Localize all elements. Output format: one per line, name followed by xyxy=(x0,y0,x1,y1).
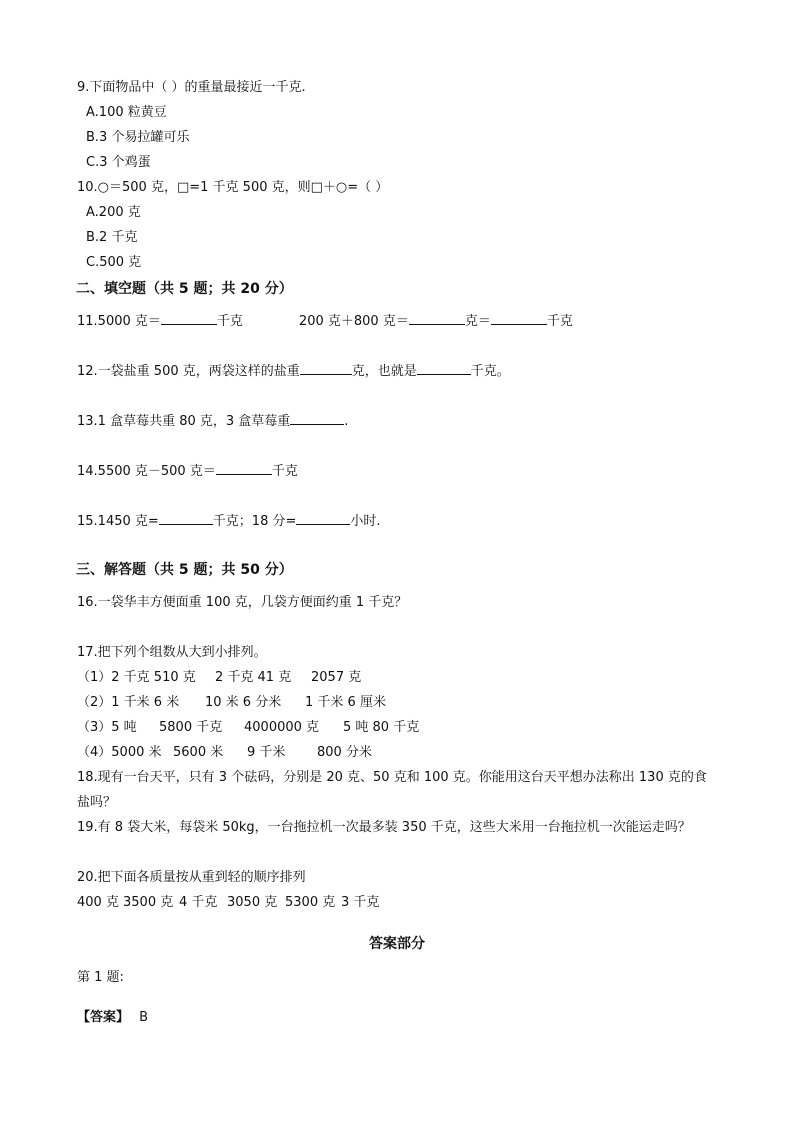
q20-item-1: 400 克 xyxy=(77,895,119,910)
q17-row-2 xyxy=(77,694,386,712)
q17-r2-c3: 1 千米 6 厘米 xyxy=(305,695,386,710)
q13-blank xyxy=(290,412,344,425)
q16: 16.一袋华丰方便面重 100 克，几袋方便面约重 1 千克？ xyxy=(77,595,408,610)
q15-part-c: 小时. xyxy=(350,514,381,529)
q12-part-c: 千克。 xyxy=(470,364,510,379)
q10-option-a: A.200 克 xyxy=(86,205,141,220)
q11-part-a-unit: 千克 xyxy=(216,314,243,329)
section2-title: 二、填空题（共 5 题；共 20 分） xyxy=(76,281,293,297)
q12-part-b: 克，也就是 xyxy=(351,364,417,379)
q20-item-3: 4 千克 xyxy=(179,895,218,910)
q12-blank-2 xyxy=(417,362,471,375)
q9-option-c: C.3 个鸡蛋 xyxy=(86,155,151,170)
q15-blank-1 xyxy=(159,512,213,525)
q14 xyxy=(77,462,298,481)
q15 xyxy=(77,512,381,531)
q13 xyxy=(77,412,348,431)
q17-r2-c1: （2）1 千米 6 米 xyxy=(77,695,180,710)
q11 xyxy=(77,312,573,331)
q13-part-b: . xyxy=(344,414,349,429)
q11-part-b: 200 克＋800 克＝ xyxy=(298,314,409,329)
q11-part-b-unit: 千克 xyxy=(546,314,573,329)
q11-blank-3 xyxy=(491,312,547,325)
q17-r4-c1: （4）5000 米 xyxy=(77,745,162,760)
q17-r1-c2: 2 千克 41 克 xyxy=(215,670,292,685)
answers-question-label: 第 1 题: xyxy=(77,970,124,985)
q20-item-5: 5300 克 xyxy=(285,895,336,910)
answer-label: 【答案】 xyxy=(77,1010,130,1025)
q20-items xyxy=(77,894,379,912)
q17-r4-c2: 5600 米 xyxy=(173,745,224,760)
q17-r1-c1: （1）2 千克 510 克 xyxy=(77,670,196,685)
q17-r4-c4: 800 分米 xyxy=(317,745,372,760)
q14-part-b: 千克 xyxy=(271,464,298,479)
q15-blank-2 xyxy=(296,512,350,525)
q12-blank-1 xyxy=(300,362,352,375)
q14-part-a: 14.5500 克－500 克＝ xyxy=(77,464,216,479)
q15-part-a: 15.1450 克= xyxy=(77,514,159,529)
q9-stem: 9.下面物品中（ ）的重量最接近一千克. xyxy=(77,80,306,95)
answers-answer-line xyxy=(77,1009,148,1027)
q20-item-4: 3050 克 xyxy=(227,895,278,910)
q17-row-3 xyxy=(77,719,419,737)
q9-option-b: B.3 个易拉罐可乐 xyxy=(86,130,190,145)
q17-r4-c3: 9 千米 xyxy=(247,745,286,760)
q12 xyxy=(77,362,510,381)
q17-r1-c3: 2057 克 xyxy=(311,670,362,685)
q11-blank-1 xyxy=(161,312,217,325)
q17-stem: 17.把下列个组数从大到小排列。 xyxy=(77,645,267,660)
q17-row-4 xyxy=(77,744,372,762)
q13-part-a: 13.1 盒草莓共重 80 克，3 盒草莓重 xyxy=(77,414,291,429)
q17-r3-c1: （3）5 吨 xyxy=(77,720,137,735)
q18-line-2: 盐吗？ xyxy=(77,795,117,810)
answers-title: 答案部分 xyxy=(369,936,425,952)
q11-part-a: 11.5000 克＝ xyxy=(77,314,161,329)
section3-title: 三、解答题（共 5 题；共 50 分） xyxy=(76,562,293,578)
q12-part-a: 12.一袋盐重 500 克，两袋这样的盐重 xyxy=(77,364,300,379)
q9-option-a: A.100 粒黄豆 xyxy=(86,105,167,120)
q20-item-2: 3500 克 xyxy=(123,895,174,910)
q10-stem: 10.○＝500 克，□=1 千克 500 克，则□＋○=（ ） xyxy=(77,180,389,195)
q18-line-1: 18.现有一台天平，只有 3 个砝码，分别是 20 克、50 克和 100 克。你能用这台天平想办法称出 130 克的食 xyxy=(77,770,707,785)
q17-r3-c3: 4000000 克 xyxy=(244,720,320,735)
q17-r3-c4: 5 吨 80 千克 xyxy=(343,720,420,735)
q20-stem: 20.把下面各质量按从重到轻的顺序排列 xyxy=(77,870,306,885)
q14-blank xyxy=(216,462,272,475)
q20-item-6: 3 千克 xyxy=(341,895,380,910)
q10-option-b: B.2 千克 xyxy=(86,230,138,245)
q10-option-c: C.500 克 xyxy=(86,255,142,270)
q17-r2-c2: 10 米 6 分米 xyxy=(205,695,282,710)
q17-r3-c2: 5800 千克 xyxy=(159,720,223,735)
answer-value: B xyxy=(139,1010,149,1025)
q11-blank-2 xyxy=(409,312,465,325)
q15-part-b: 千克；18 分= xyxy=(212,514,297,529)
q17-row-1 xyxy=(77,669,361,687)
q11-part-b-mid: 克＝ xyxy=(464,314,491,329)
q19: 19.有 8 袋大米，每袋米 50kg，一台拖拉机一次最多装 350 千克，这些大米用一台拖拉机一次能运走吗？ xyxy=(77,820,691,835)
